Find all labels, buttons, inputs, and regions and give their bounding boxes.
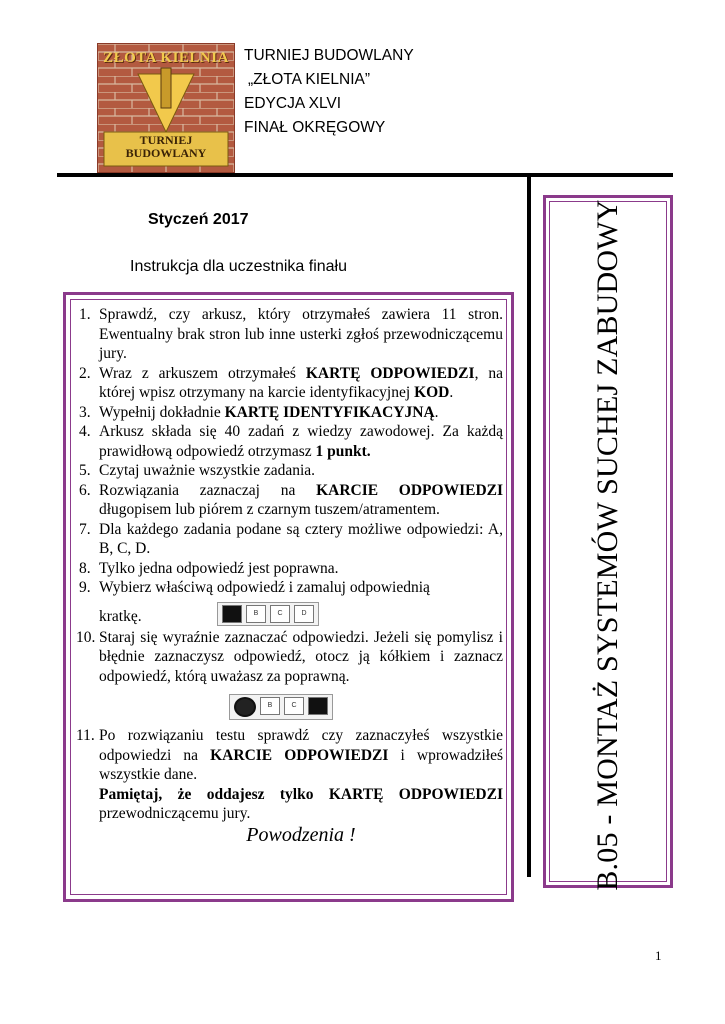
turniej-logo <box>97 43 235 173</box>
item-number: 7. <box>79 520 91 538</box>
answer-example-filled <box>217 602 319 626</box>
item-number: 8. <box>79 559 91 577</box>
header-block <box>244 44 414 140</box>
logo-bottom-line2: BUDOWLANY <box>125 146 207 160</box>
item-text: długopisem lub piórem z czarnym tuszem/atramentem. <box>99 501 440 518</box>
header-line4: FINAŁ OKRĘGOWY <box>244 119 386 136</box>
list-item <box>79 520 503 559</box>
list-item <box>76 726 504 785</box>
item-text: Rozwiązania zaznaczaj na <box>99 481 317 499</box>
item-text: Wybierz właściwą odpowiedź i zamaluj odpowiednią <box>99 579 430 596</box>
item-text: Staraj się wyraźnie zaznaczać odpowiedzi. Jeżeli się pomylisz i błędnie zaznaczysz odpowiedź, otocz ją kółkiem i zaznacz odpowiedź, którą uważasz za poprawną. <box>99 628 503 685</box>
answer-cell-b: B <box>246 605 266 623</box>
item-text: Tylko jedna odpowiedź jest poprawna. <box>99 559 339 577</box>
item-number: 2. <box>79 364 91 382</box>
instructions-list <box>76 305 504 846</box>
item-number: 5. <box>79 462 91 479</box>
logo-bottom-text <box>98 134 234 160</box>
example-row-1 <box>79 598 503 628</box>
instructions-title: Instrukcja dla uczestnika finału <box>130 258 347 275</box>
item-bold: 1 punkt. <box>315 442 371 460</box>
answer-cell-d-filled <box>308 697 328 715</box>
answer-cell-b: B <box>260 697 280 715</box>
reminder <box>79 785 503 824</box>
vertical-rule <box>527 177 531 877</box>
list-item <box>79 364 503 403</box>
list-item <box>79 422 503 461</box>
item-text: i wprowadziłeś wszystkie dane. <box>99 746 504 783</box>
logo-bottom-line1: TURNIEJ <box>139 133 193 147</box>
item-bold: KARTĘ IDENTYFIKACYJNĄ <box>224 403 435 421</box>
answer-cell-d: D <box>294 605 314 623</box>
list-item <box>79 403 503 423</box>
item-number: 4. <box>79 423 91 440</box>
item-text: Dla każdego zadania podane są cztery możliwe odpowiedzi: A, B, C, D. <box>99 520 503 557</box>
item-text: Arkusz składa się 40 zadań z wiedzy zawodowej. Za każdą prawidłową odpowiedź otrzymasz <box>99 423 503 460</box>
item-text: kratkę. <box>99 607 142 625</box>
reminder-text: przewodniczącemu jury. <box>99 805 251 822</box>
list-item <box>79 559 503 579</box>
answer-example-corrected <box>229 694 333 720</box>
date-label: Styczeń 2017 <box>148 211 249 228</box>
list-item <box>79 481 503 520</box>
logo-top-text: ZŁOTA KIELNIA <box>103 50 229 66</box>
page-number: 1 <box>655 948 662 963</box>
answer-cell-c: C <box>270 605 290 623</box>
closing-text: Powodzenia ! <box>246 823 356 846</box>
item-number: 6. <box>79 481 91 499</box>
header-line2: „ZŁOTA KIELNIA” <box>248 71 371 88</box>
item-text: Czytaj uważnie wszystkie zadania. <box>99 462 316 479</box>
list-item <box>79 578 503 598</box>
list-item <box>79 461 503 481</box>
item-bold: KARTĘ ODPOWIEDZI <box>305 364 475 382</box>
item-number: 11. <box>76 727 95 744</box>
item-text: , na której wpisz otrzymany na karcie identyfikacyjnej <box>99 364 503 401</box>
answer-cell-c: C <box>284 697 304 715</box>
answer-cell-a <box>222 605 242 623</box>
header-line3: EDYCJA XLVI <box>244 95 342 112</box>
item-number: 9. <box>79 579 91 596</box>
side-title: B.05 - MONTAŻ SYSTEMÓW SUCHEJ ZABUDOWY <box>591 199 624 891</box>
item-text: . <box>449 384 454 401</box>
item-text: Sprawdź, czy arkusz, który otrzymałeś zawiera 11 stron. Ewentualny brak stron lub inne usterki zgłoś przewodniczącemu jury. <box>99 306 503 362</box>
item-bold: KOD <box>414 384 450 401</box>
item-bold: KARCIE ODPOWIEDZI <box>210 746 389 764</box>
item-text: Wraz z arkuszem otrzymałeś <box>99 364 306 382</box>
list-item <box>76 628 503 687</box>
item-text: . <box>434 403 439 421</box>
item-number: 1. <box>79 306 91 323</box>
item-text: Po rozwiązaniu testu sprawdź czy zaznaczyłeś wszystkie odpowiedzi na <box>99 727 503 764</box>
horizontal-rule <box>57 173 673 177</box>
reminder-bold: Pamiętaj, że oddajesz tylko KARTĘ ODPOWIEDZI <box>99 785 503 803</box>
item-number: 10. <box>76 628 96 646</box>
item-number: 3. <box>79 403 91 421</box>
answer-cell-a-circled <box>234 697 256 717</box>
item-bold: KARCIE ODPOWIEDZI <box>316 481 504 499</box>
list-item <box>79 305 503 364</box>
item-text: Wypełnij dokładnie <box>99 403 225 421</box>
example-row-2 <box>79 686 503 726</box>
header-line1: TURNIEJ BUDOWLANY <box>244 47 414 64</box>
